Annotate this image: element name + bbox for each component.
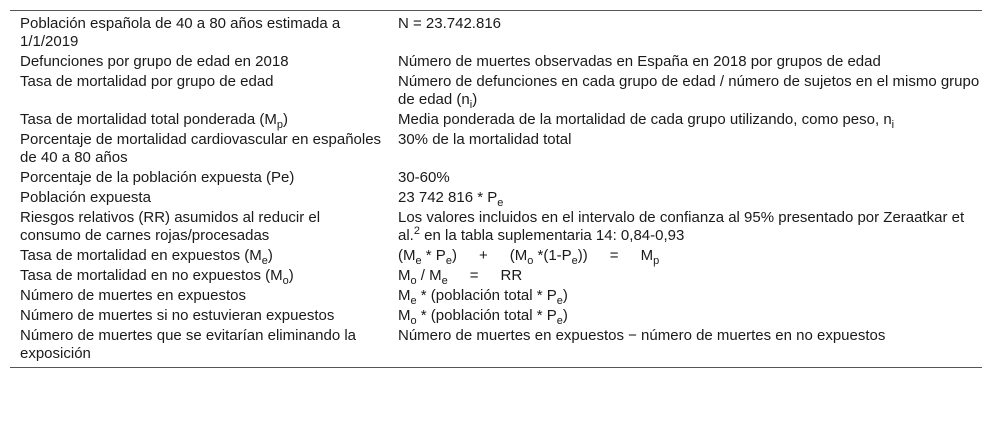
row-label: Número de muertes en expuestos [20, 287, 246, 304]
table-row [10, 326, 982, 367]
row-label: Número de muertes si no estuvieran expuestos [20, 307, 335, 324]
table-row [10, 188, 982, 208]
row-label: Número de muertes que se evitarían eliminando la exposición [20, 327, 357, 362]
row-label: Defunciones por grupo de edad en 2018 [20, 53, 289, 70]
table-row [10, 110, 982, 130]
row-value: N = 23.742.816 [398, 15, 502, 32]
row-label: Tasa de mortalidad en no expuestos $(M_o)$ [20, 267, 294, 287]
formula-mo: $M_o / M_e$ = RR [398, 267, 523, 287]
table-row [10, 72, 982, 110]
table-row [10, 286, 982, 306]
row-value: Los valores incluidos en el intervalo de confianza al 95% presentado por Zeraatkar et al.$^2$ en la tabla suplementaria 14: 0,84-0,93 [398, 209, 965, 244]
table-row [10, 11, 982, 52]
table-row [10, 306, 982, 326]
row-label: Población española de 40 a 80 años estimada a 1/1/2019 [20, 15, 341, 50]
row-label: Población expuesta [20, 189, 151, 206]
row-label: Porcentaje de mortalidad cardiovascular en españoles de 40 a 80 años [20, 131, 382, 166]
row-label: Tasa de mortalidad total ponderada $(M_p)$ [20, 111, 288, 131]
row-value: Número de muertes en expuestos − número de muertes en no expuestos [398, 327, 886, 344]
row-label: Tasa de mortalidad en expuestos $(M_e)$ [20, 247, 273, 267]
table-row [10, 52, 982, 72]
row-label: Riesgos relativos (RR) asumidos al reducir el consumo de carnes rojas/procesadas [20, 209, 321, 244]
row-value: $M_e$ * (población total * $P_e$) [398, 287, 568, 307]
table-row [10, 246, 982, 266]
row-value: $M_o$ * (población total * $P_e$) [398, 307, 568, 327]
row-value: Número de defunciones en cada grupo de edad / número de sujetos en el mismo grupo de edad $(n_i)$ [398, 73, 980, 111]
row-value: 23 742 $816 * P_e$ [398, 189, 504, 209]
table-row [10, 168, 982, 188]
row-value: Número de muertes observadas en España en 2018 por grupos de edad [398, 53, 881, 70]
row-label: Porcentaje de la población expuesta (Pe) [20, 169, 295, 186]
table-row [10, 266, 982, 286]
formula-me: $(M_e * P_e) + (M_o$ $*(1-P_e)) = M_p$ [398, 247, 660, 267]
assumptions-table [10, 10, 982, 368]
row-label: Tasa de mortalidad por grupo de edad [20, 73, 274, 90]
row-value: 30% de la mortalidad total [398, 131, 572, 148]
row-value: Media ponderada de la mortalidad de cada grupo utilizando, como peso, $n_i$ [398, 111, 895, 131]
row-value: 30-60% [398, 169, 450, 186]
table-row [10, 130, 982, 168]
table-row [10, 208, 982, 246]
